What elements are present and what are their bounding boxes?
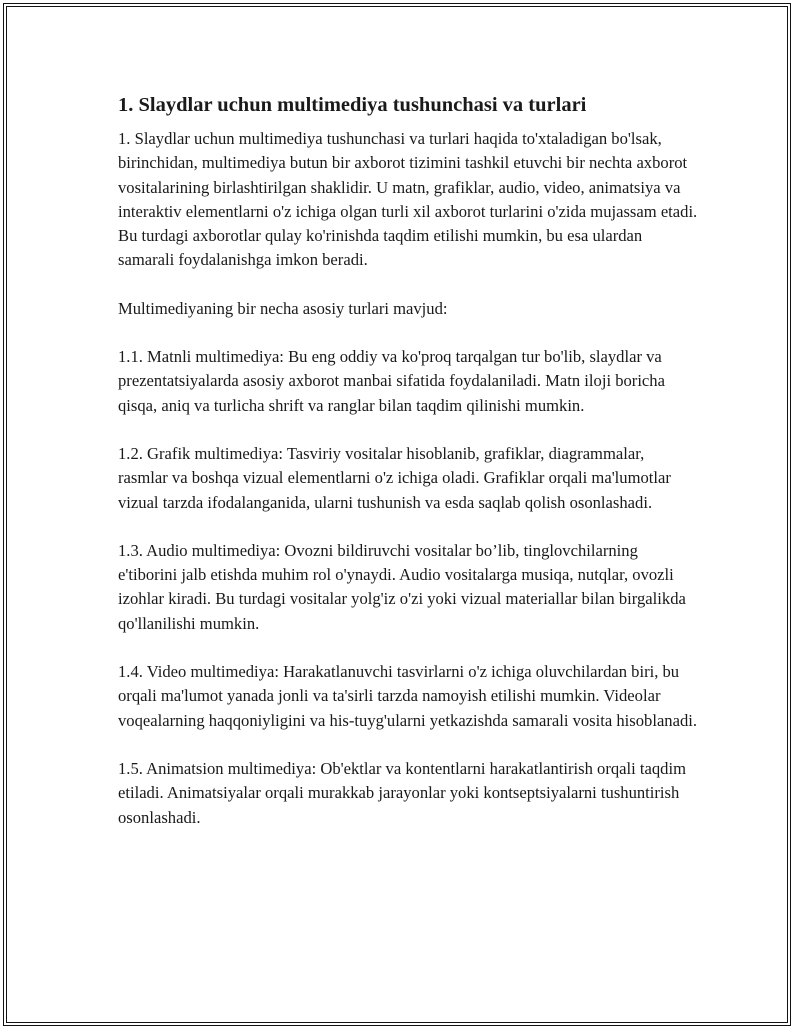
paragraph-audio-multimedia: 1.3. Audio multimediya: Ovozni bildiruvchi vositalar bo’lib, tinglovchilarning e'tiborini jalb etishda muhim rol o'ynaydi. Audio vositalarga musiqa, nutqlar, ovozli izohlar kiradi. Bu turdagi vositalar yolg'iz o'zi yoki vizual materiallar bilan birgalikda qo'llanilishi mumkin. (118, 540, 686, 633)
paragraph-intro: 1. Slaydlar uchun multimediya tushunchasi va turlari haqida to'xtaladigan bo'lsak, birinchidan, multimediya butun bir axborot tizimini tashkil etuvchi bir nechta axborot vositalarining birlashtirilgan shaklidir. U matn, grafiklar, audio, video, animatsiya va interaktiv elementlarni o'z ichiga olgan turli xil axborot turlarini o'zida mujassam etadi. Bu turdagi axborotlar qulay ko'rinishda taqdim etilishi mumkin, bu esa ulardan samarali foydalanishga imkon beradi. (118, 129, 698, 270)
document-heading: 1. Slaydlar uchun multimediya tushunchasi va turlari (118, 94, 587, 116)
paragraph-text-multimedia: 1.1. Matnli multimediya: Bu eng oddiy va ko'proq tarqalgan tur bo'lib, slaydlar va prezentatsiyalarda asosiy axborot manbai sifatida foydalaniladi. Matn iloji boricha qisqa, aniq va turlicha shrift va ranglar bilan taqdim qilinishi mumkin. (118, 347, 665, 415)
paragraph-animation-multimedia: 1.5. Animatsion multimediya: Ob'ektlar va kontentlarni harakatlantirish orqali taqdim etiladi. Animatsiyalar orqali murakkab jarayonlar yoki kontseptsiyalarni tushuntirish osonlashadi. (118, 758, 686, 827)
document-body (118, 92, 698, 854)
paragraph-types-lead: Multimediyaning bir necha asosiy turlari mavjud: (118, 298, 448, 318)
paragraph-graphic-multimedia: 1.2. Grafik multimediya: Tasviriy vositalar hisoblanib, grafiklar, diagrammalar, rasmlar va boshqa vizual elementlarni o'z ichiga oladi. Grafiklar orqali ma'lumotlar vizual tarzda ifodalanganida, ularni tushunish va esda saqlab qolish osonlashadi. (118, 443, 671, 512)
paragraph-video-multimedia: 1.4. Video multimediya: Harakatlanuvchi tasvirlarni o'z ichiga oluvchilardan biri, bu orqali ma'lumot yanada jonli va ta'sirli tarzda namoyish etilishi mumkin. Videolar voqealarning haqqoniyligini va his-tuyg'ularni yetkazishda samarali vosita hisoblanadi. (118, 662, 698, 730)
